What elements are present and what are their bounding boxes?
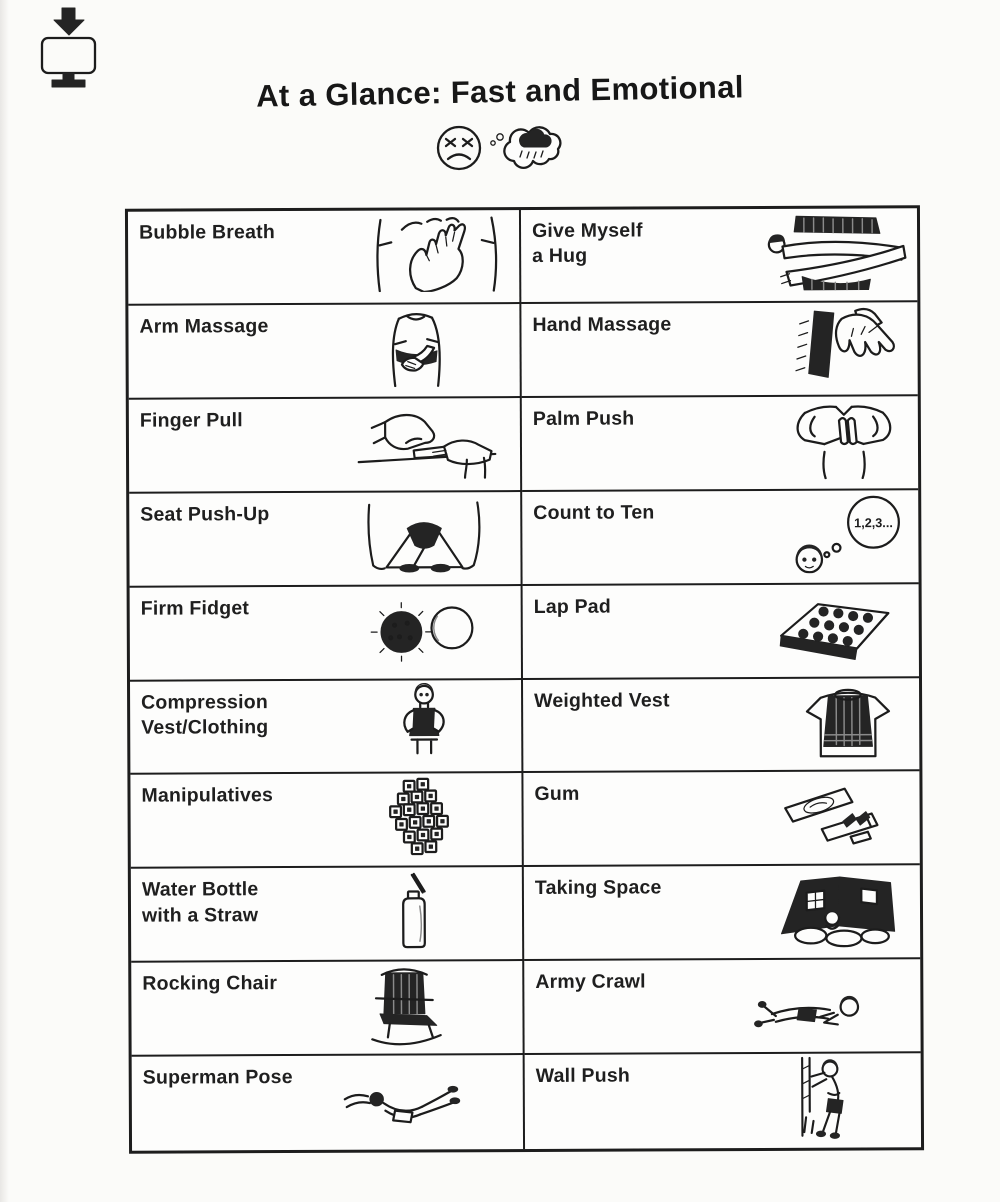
strategy-cell-palm-push bbox=[522, 396, 918, 492]
strategy-label: Give Myself a Hug bbox=[531, 219, 643, 268]
manipulatives-illustration bbox=[355, 777, 475, 863]
strategy-label: Seat Push-Up bbox=[140, 502, 270, 526]
angry-face-icon bbox=[432, 120, 486, 179]
taking-space-illustration bbox=[766, 869, 906, 955]
strategy-cell-bubble-breath bbox=[128, 210, 521, 306]
hand-massage-illustration bbox=[785, 307, 913, 391]
strategy-label: Gum bbox=[534, 783, 580, 806]
strategy-label: Count to Ten bbox=[533, 501, 655, 524]
army-crawl-illustration bbox=[750, 973, 880, 1039]
wall-push-illustration bbox=[785, 1054, 857, 1147]
weighted-vest-illustration bbox=[778, 682, 903, 766]
rocking-chair-illustration bbox=[355, 963, 450, 1052]
firm-fidget-illustration bbox=[363, 594, 483, 670]
strategy-cell-manipulatives bbox=[130, 773, 523, 869]
superman-pose-illustration bbox=[335, 1072, 465, 1134]
strategy-label: Water Bottle with a Straw bbox=[141, 878, 259, 927]
strategy-cell-seat-push-up bbox=[129, 492, 522, 588]
page-title: At a Glance: Fast and Emotional bbox=[255, 69, 745, 114]
bubble-breath-illustration bbox=[365, 216, 505, 298]
finger-pull-illustration bbox=[349, 404, 504, 484]
strategy-label: Rocking Chair bbox=[142, 972, 278, 995]
strategy-cell-gum bbox=[523, 772, 919, 868]
water-bottle-illustration bbox=[389, 871, 434, 956]
lap-pad-illustration bbox=[759, 590, 909, 670]
compression-vest-illustration bbox=[389, 683, 459, 768]
svg-text:1,2,3...: 1,2,3... bbox=[854, 515, 893, 530]
strategies-table bbox=[125, 205, 924, 1153]
mood-icons bbox=[0, 119, 1000, 180]
strategy-cell-hand-massage bbox=[521, 302, 917, 398]
strategy-cell-taking-space bbox=[524, 866, 920, 962]
strategy-cell-army-crawl bbox=[524, 959, 920, 1055]
strategy-cell-finger-pull bbox=[129, 398, 522, 494]
strategy-label: Bubble Breath bbox=[138, 221, 275, 244]
strategy-label: Manipulatives bbox=[141, 784, 274, 808]
palm-push-illustration bbox=[784, 401, 904, 485]
strategy-label: Arm Massage bbox=[139, 315, 269, 338]
strategy-label: Hand Massage bbox=[532, 313, 672, 336]
strategy-cell-give-myself-a-hug bbox=[521, 208, 917, 304]
strategy-cell-wall-push bbox=[525, 1053, 921, 1149]
strategy-cell-compression-vest bbox=[130, 680, 523, 776]
arm-massage-illustration bbox=[362, 309, 467, 392]
strategy-cell-arm-massage bbox=[128, 304, 521, 400]
strategy-cell-rocking-chair bbox=[131, 961, 524, 1057]
seat-push-up-illustration bbox=[348, 498, 498, 578]
strategy-label: Taking Space bbox=[534, 876, 662, 900]
strategy-cell-firm-fidget bbox=[130, 586, 523, 682]
storm-cloud-thought-icon bbox=[488, 119, 568, 180]
gum-illustration bbox=[749, 779, 899, 857]
strategy-label: Army Crawl bbox=[535, 970, 646, 994]
strategy-label: Superman Pose bbox=[142, 1066, 293, 1089]
strategy-label: Firm Fidget bbox=[140, 596, 250, 620]
give-myself-a-hug-illustration bbox=[761, 214, 911, 296]
strategy-label: Palm Push bbox=[532, 407, 635, 430]
strategy-cell-superman-pose bbox=[132, 1055, 525, 1151]
strategy-cell-lap-pad bbox=[523, 584, 919, 680]
strategy-cell-count-to-ten bbox=[522, 490, 918, 586]
count-to-ten-illustration bbox=[766, 494, 916, 578]
strategy-label: Weighted Vest bbox=[534, 688, 670, 712]
strategy-label: Lap Pad bbox=[533, 595, 611, 618]
strategy-label: Wall Push bbox=[535, 1064, 631, 1088]
strategy-cell-water-bottle bbox=[131, 867, 524, 963]
strategy-cell-weighted-vest bbox=[523, 678, 919, 774]
strategy-label: Compression Vest/Clothing bbox=[141, 690, 269, 739]
strategy-label: Finger Pull bbox=[139, 409, 243, 432]
